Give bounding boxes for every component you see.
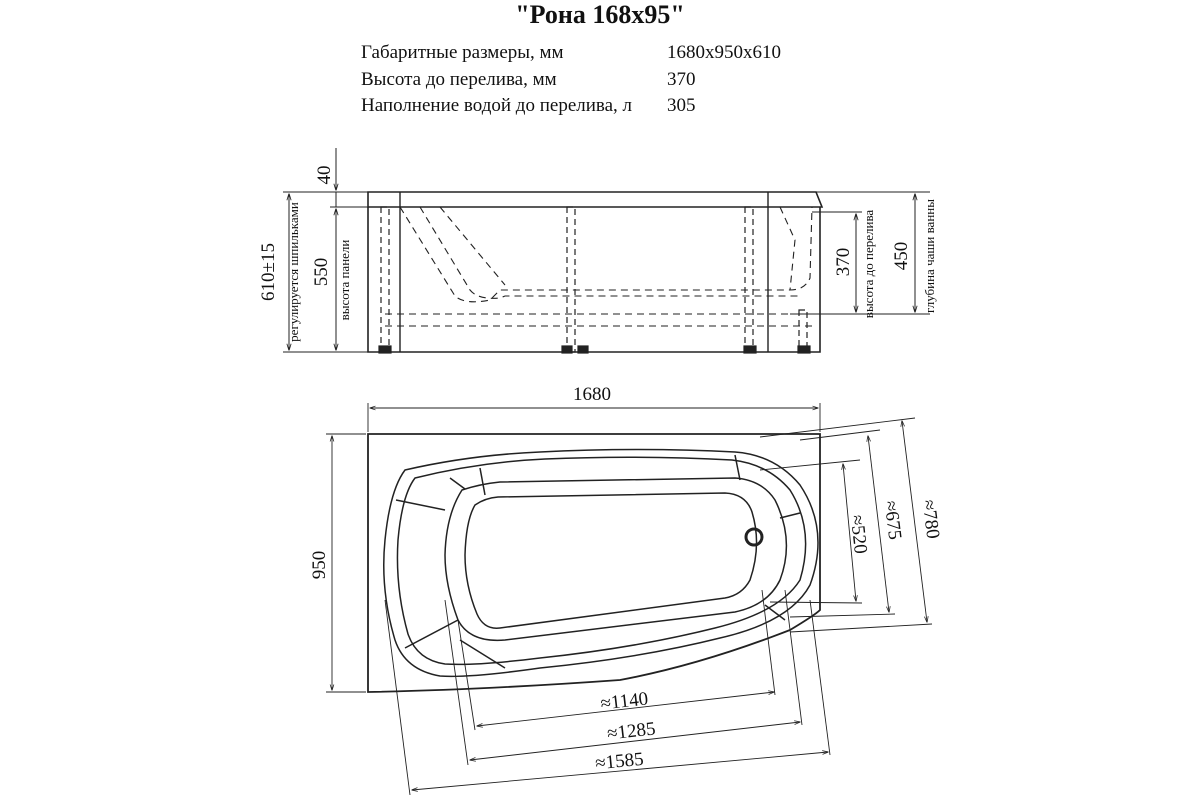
side-dimensions: [289, 148, 915, 350]
dim-depth: 450: [891, 241, 912, 271]
label-adjustable: регулируется шпильками: [286, 202, 301, 342]
drain-hole: [746, 529, 762, 545]
dim-top: 40: [314, 165, 335, 185]
bowl-outline-hidden: [400, 207, 812, 302]
spec-label: Высота до перелива, мм: [361, 68, 557, 90]
label-depth: глубина чаши ванны: [922, 199, 937, 313]
dim-overflow: 370: [833, 247, 854, 277]
dim-1585: ≈1585: [594, 748, 645, 775]
spec-value: 305: [667, 95, 696, 116]
dim-width: 950: [309, 550, 330, 580]
spec-label: Габаритные размеры, мм: [361, 42, 564, 63]
dim-total-height: 610±15: [258, 243, 279, 301]
bowl-inner-wall: [445, 478, 786, 640]
bowl-floor: [465, 493, 757, 628]
spec-label: Наполнение водой до перелива, л: [361, 95, 633, 116]
dim-675: ≈675: [879, 499, 906, 541]
label-panel-height: высота панели: [337, 239, 352, 321]
bowl-rim: [384, 450, 818, 677]
dim-520: ≈520: [845, 513, 871, 555]
dim-780: ≈780: [917, 498, 944, 540]
label-overflow: высота до перелива: [861, 209, 876, 319]
page-title: "Рона 168х95": [515, 0, 685, 29]
bath-panel: [368, 207, 820, 352]
dim-panel-height: 550: [311, 257, 332, 287]
dim-1285: ≈1285: [606, 718, 657, 745]
spec-value: 1680х950х610: [667, 42, 781, 63]
spec-value: 370: [667, 68, 696, 90]
bath-rim: [368, 192, 822, 207]
dim-length: 1680: [573, 384, 611, 405]
dim-1140: ≈1140: [599, 688, 650, 715]
top-view: [368, 434, 820, 692]
support-legs: [379, 207, 810, 353]
